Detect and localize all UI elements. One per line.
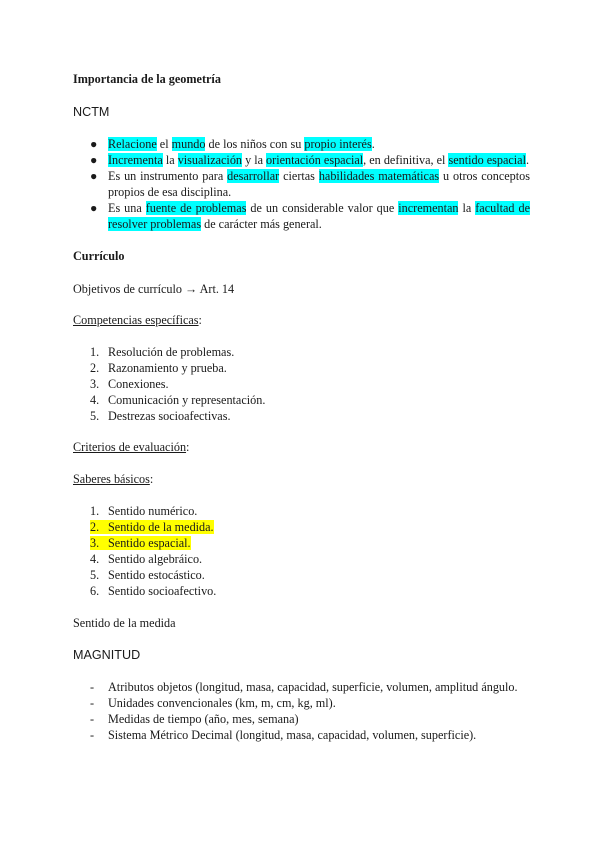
magnitud-item [90,679,518,695]
dash-marker: - [90,680,95,694]
sentido-medida-line: Sentido de la medida [73,616,176,630]
item-number: 1. [90,345,100,359]
competencia-item-content [90,409,231,423]
saber-item-content [90,552,202,566]
item-text: . [371,137,375,151]
item-number: 2. [90,520,100,534]
saber-item [90,519,216,535]
item-text: Es un instrumento para [108,169,228,183]
item-text: Destrezas socioafectivas. [108,409,231,423]
saber-item-content [90,568,205,582]
bullet-marker: ● [90,137,98,151]
highlighted-text: desarrollar [227,169,280,183]
highlighted-text: orientación espacial [266,153,364,167]
highlighted-text: sentido espacial [448,153,526,167]
magnitud-heading: MAGNITUD [73,648,141,662]
colon: : [186,440,190,454]
saber-item-content [90,504,197,518]
item-number: 3. [90,377,100,391]
saberes-label-line [73,471,153,487]
item-text: Atributos objetos (longitud, masa, capacidad, superficie, volumen, amplitud ángulo. [108,680,518,694]
nctm-heading: NCTM [73,105,110,119]
dash-marker: - [90,696,95,710]
item-text: ciertas [279,169,319,183]
competencia-item [90,392,265,408]
magnitud-item [90,711,518,727]
highlighted-text: mundo [171,137,206,151]
item-number: 1. [90,504,100,518]
colon: : [149,472,154,486]
item-text: Comunicación y representación. [108,393,266,407]
objetivos-line: Objetivos de currículo → Art. 14 [73,282,235,296]
item-text: la [458,201,476,215]
item-text: de un considerable valor que [246,201,399,215]
competencia-item-content [90,361,227,375]
item-text: Sistema Métrico Decimal (longitud, masa, capacidad, volumen, superficie). [108,728,477,742]
item-text: Sentido espacial. [108,536,191,550]
item-text: . [525,153,530,167]
saberes-label: Saberes básicos [73,472,150,486]
nctm-item [90,168,530,200]
highlighted-text: fuente de problemas [145,201,247,215]
item-text: Sentido de la medida. [108,520,214,534]
magnitud-item [90,727,518,743]
saber-item [90,535,216,551]
bullet-marker: ● [90,169,98,183]
magnitud-item [90,695,518,711]
colon: : [198,313,202,327]
item-text: u otros conceptos propios de esa disciplina. [108,169,530,199]
item-number: 2. [90,361,100,375]
competencia-item-content [90,345,234,359]
bullet-marker: ● [90,153,98,167]
competencias-label: Competencias específicas [73,313,199,327]
saber-item [90,503,216,519]
curriculo-heading: Currículo [73,249,125,263]
competencia-item [90,376,265,392]
criterios-label: Criterios de evaluación [73,440,187,454]
item-text: Medidas de tiempo (año, mes, semana) [108,712,299,726]
highlighted-text: incrementan [398,201,459,215]
saber-item [90,551,216,567]
item-text: Resolución de problemas. [108,345,235,359]
item-number: 3. [90,536,100,550]
item-text: el [156,137,172,151]
dash-marker: - [90,728,95,742]
nctm-item [90,200,530,232]
page-title: Importancia de la geometría [73,72,221,86]
saber-item [90,567,216,583]
item-number: 6. [90,584,100,598]
item-text: y la [242,153,267,167]
highlighted-text: visualización [177,153,243,167]
magnitud-list [90,679,518,743]
item-text: Sentido numérico. [108,504,198,518]
highlighted-text: facultad de resolver problemas [108,201,530,231]
saberes-list [90,503,216,599]
item-text: Unidades convencionales (km, m, cm, kg, ml). [108,696,336,710]
item-text: de carácter más general. [201,217,322,231]
item-text: , en definitiva, el [363,153,449,167]
item-text: Sentido algebráico. [108,552,203,566]
saber-item-content [90,520,214,534]
competencia-item-content [90,393,265,407]
saber-item [90,583,216,599]
saber-item-content [90,584,216,598]
item-number: 4. [90,552,100,566]
item-text: Sentido estocástico. [108,568,205,582]
competencia-item [90,360,265,376]
item-number: 4. [90,393,100,407]
dash-marker: - [90,712,95,726]
nctm-item [90,152,530,168]
highlighted-text: Relacione [108,137,157,151]
competencia-item [90,408,265,424]
highlighted-text: propio interés [304,137,372,151]
item-text: Razonamiento y prueba. [108,361,227,375]
competencias-label-line [73,312,202,328]
highlighted-text: habilidades matemáticas [318,169,440,183]
item-text: de los niños con su [205,137,305,151]
competencias-list [90,344,265,424]
item-text: Sentido socioafectivo. [108,584,217,598]
highlighted-text: Incrementa [108,153,163,167]
nctm-list [90,136,530,232]
item-number: 5. [90,568,100,582]
item-number: 5. [90,409,100,423]
item-text: Conexiones. [108,377,169,391]
competencia-item [90,344,265,360]
saber-item-content [90,536,191,550]
criterios-label-line [73,439,189,455]
competencia-item-content [90,377,169,391]
item-text: Es una [108,201,146,215]
nctm-item [90,136,530,152]
bullet-marker: ● [90,201,98,215]
item-text: la [162,153,178,167]
